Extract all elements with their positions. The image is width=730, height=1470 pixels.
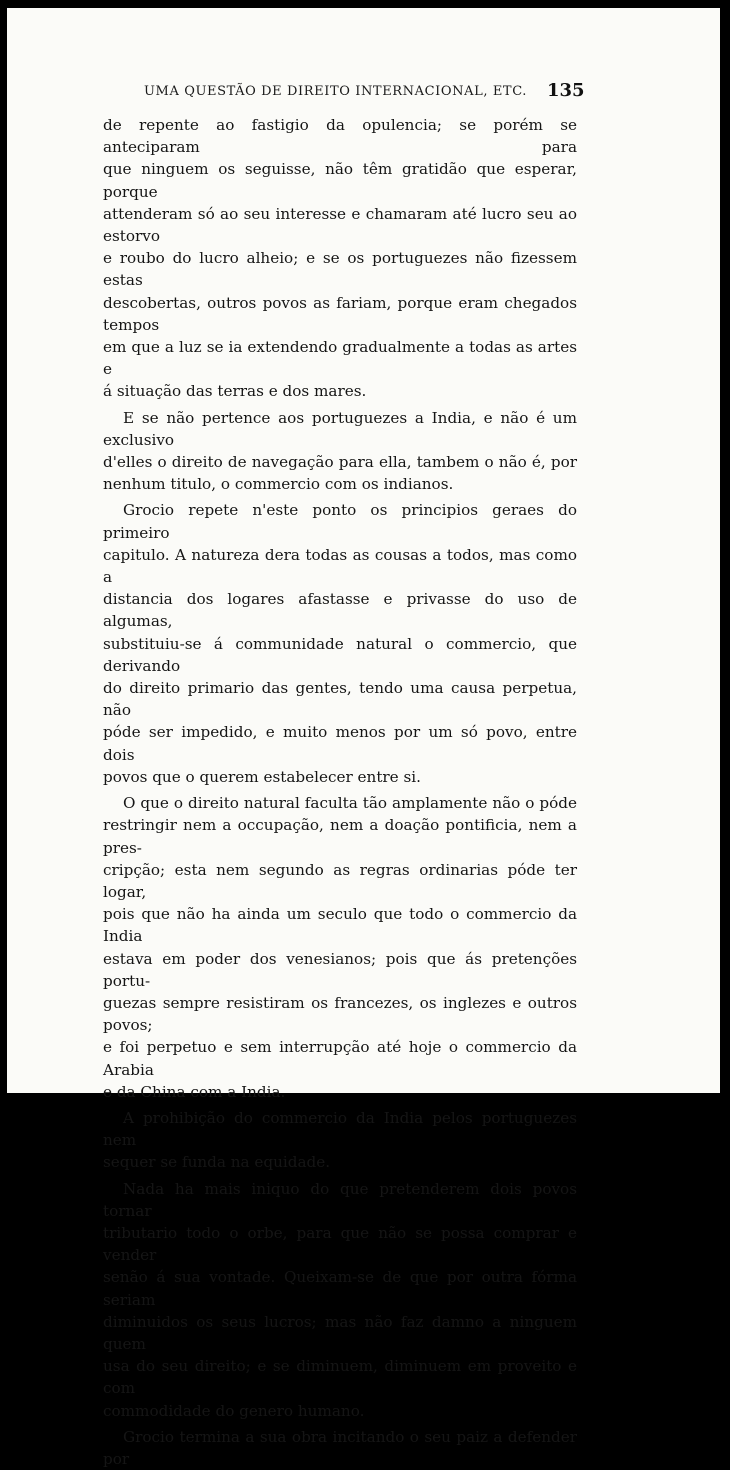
book-page <box>7 8 720 1468</box>
text-line: commodidade do genero humano. <box>103 1401 365 1420</box>
text-line: nenhum titulo, o commercio com os indianos. <box>103 475 454 494</box>
text-line: Grocio repete n'este ponto os principios geraes do primeiro <box>103 501 577 542</box>
text-line: do direito primario das gentes, tendo uma causa perpetua, não <box>103 679 577 720</box>
text-line: diminuidos os seus lucros; mas não faz damno a ninguem quem <box>103 1312 577 1353</box>
text-line: póde ser impedido, e muito menos por um só povo, entre dois <box>103 723 577 764</box>
text-line: A prohibição do commercio da India pelos portuguezes nem <box>103 1108 577 1150</box>
text-line: O que o direito natural faculta tão amplamente não o póde <box>123 794 577 813</box>
text-line: tributario todo o orbe, para que não se possa comprar e vender <box>103 1223 577 1265</box>
text-line: substituiu-se á communidade natural o commercio, que derivando <box>103 634 577 675</box>
text-line: restringir nem a occupação, nem a doação pontificia, nem a pres- <box>103 816 577 857</box>
text-line: d'elles o direito de navegação para ella, tambem o não é, por <box>103 453 577 472</box>
text-line: cripção; esta nem segundo as regras ordinarias póde ter logar, <box>103 860 577 901</box>
running-title: UMA QUESTÃO DE DIREITO INTERNACIONAL, ETC. <box>144 84 528 99</box>
text-line: de repente ao fastigio da opulencia; se porém se anteciparam para <box>103 116 577 157</box>
text-line: em que a luz se ia extendendo gradualmente a todas as artes e <box>103 338 577 379</box>
text-line: senão á sua vontade. Queixam-se de que por outra fórma seriam <box>103 1268 577 1309</box>
text-line: guezas sempre resistiram os francezes, os inglezes e outros povos; <box>103 993 577 1035</box>
body-text <box>103 114 577 1470</box>
page-header <box>7 80 720 106</box>
text-line: á situação das terras e dos mares. <box>103 382 367 401</box>
page-number: 135 <box>547 80 585 101</box>
text-line: estava em poder dos venesianos; pois que ás pretenções portu- <box>103 949 577 990</box>
text-line: attenderam só ao seu interesse e chamaram até lucro seu ao estorvo <box>103 204 577 246</box>
text-line: capitulo. A natureza dera todas as cousas a todos, mas como a <box>103 545 577 587</box>
text-line: descobertas, outros povos as fariam, porque eram chegados tempos <box>103 293 577 334</box>
text-line: Nada ha mais iniquo do que pretenderem dois povos tornar <box>103 1179 577 1220</box>
text-line: que ninguem os seguisse, não têm gratidão que esperar, porque <box>103 160 577 201</box>
text-line: povos que o querem estabelecer entre si. <box>103 767 421 786</box>
text-line: e roubo do lucro alheio; e se os portuguezes não fizessem estas <box>103 249 577 290</box>
text-line: sequer se funda na equidade. <box>103 1153 331 1172</box>
text-line: distancia dos logares afastasse e privasse do uso de algumas, <box>103 590 577 631</box>
text-line: usa do seu direito; e se diminuem, diminuem em proveito e com <box>103 1357 577 1398</box>
text-line: E se não pertence aos portuguezes a India, e não é um exclusivo <box>103 408 577 449</box>
text-line: e da China com a India. <box>103 1082 286 1101</box>
text-line: pois que não ha ainda um seculo que todo o commercio da India <box>103 905 577 946</box>
text-line: e foi perpetuo e sem interrupção até hoje o commercio da Arabia <box>103 1038 577 1079</box>
text-line: Grocio termina a sua obra incitando o seu paiz a defender por <box>103 1427 577 1468</box>
